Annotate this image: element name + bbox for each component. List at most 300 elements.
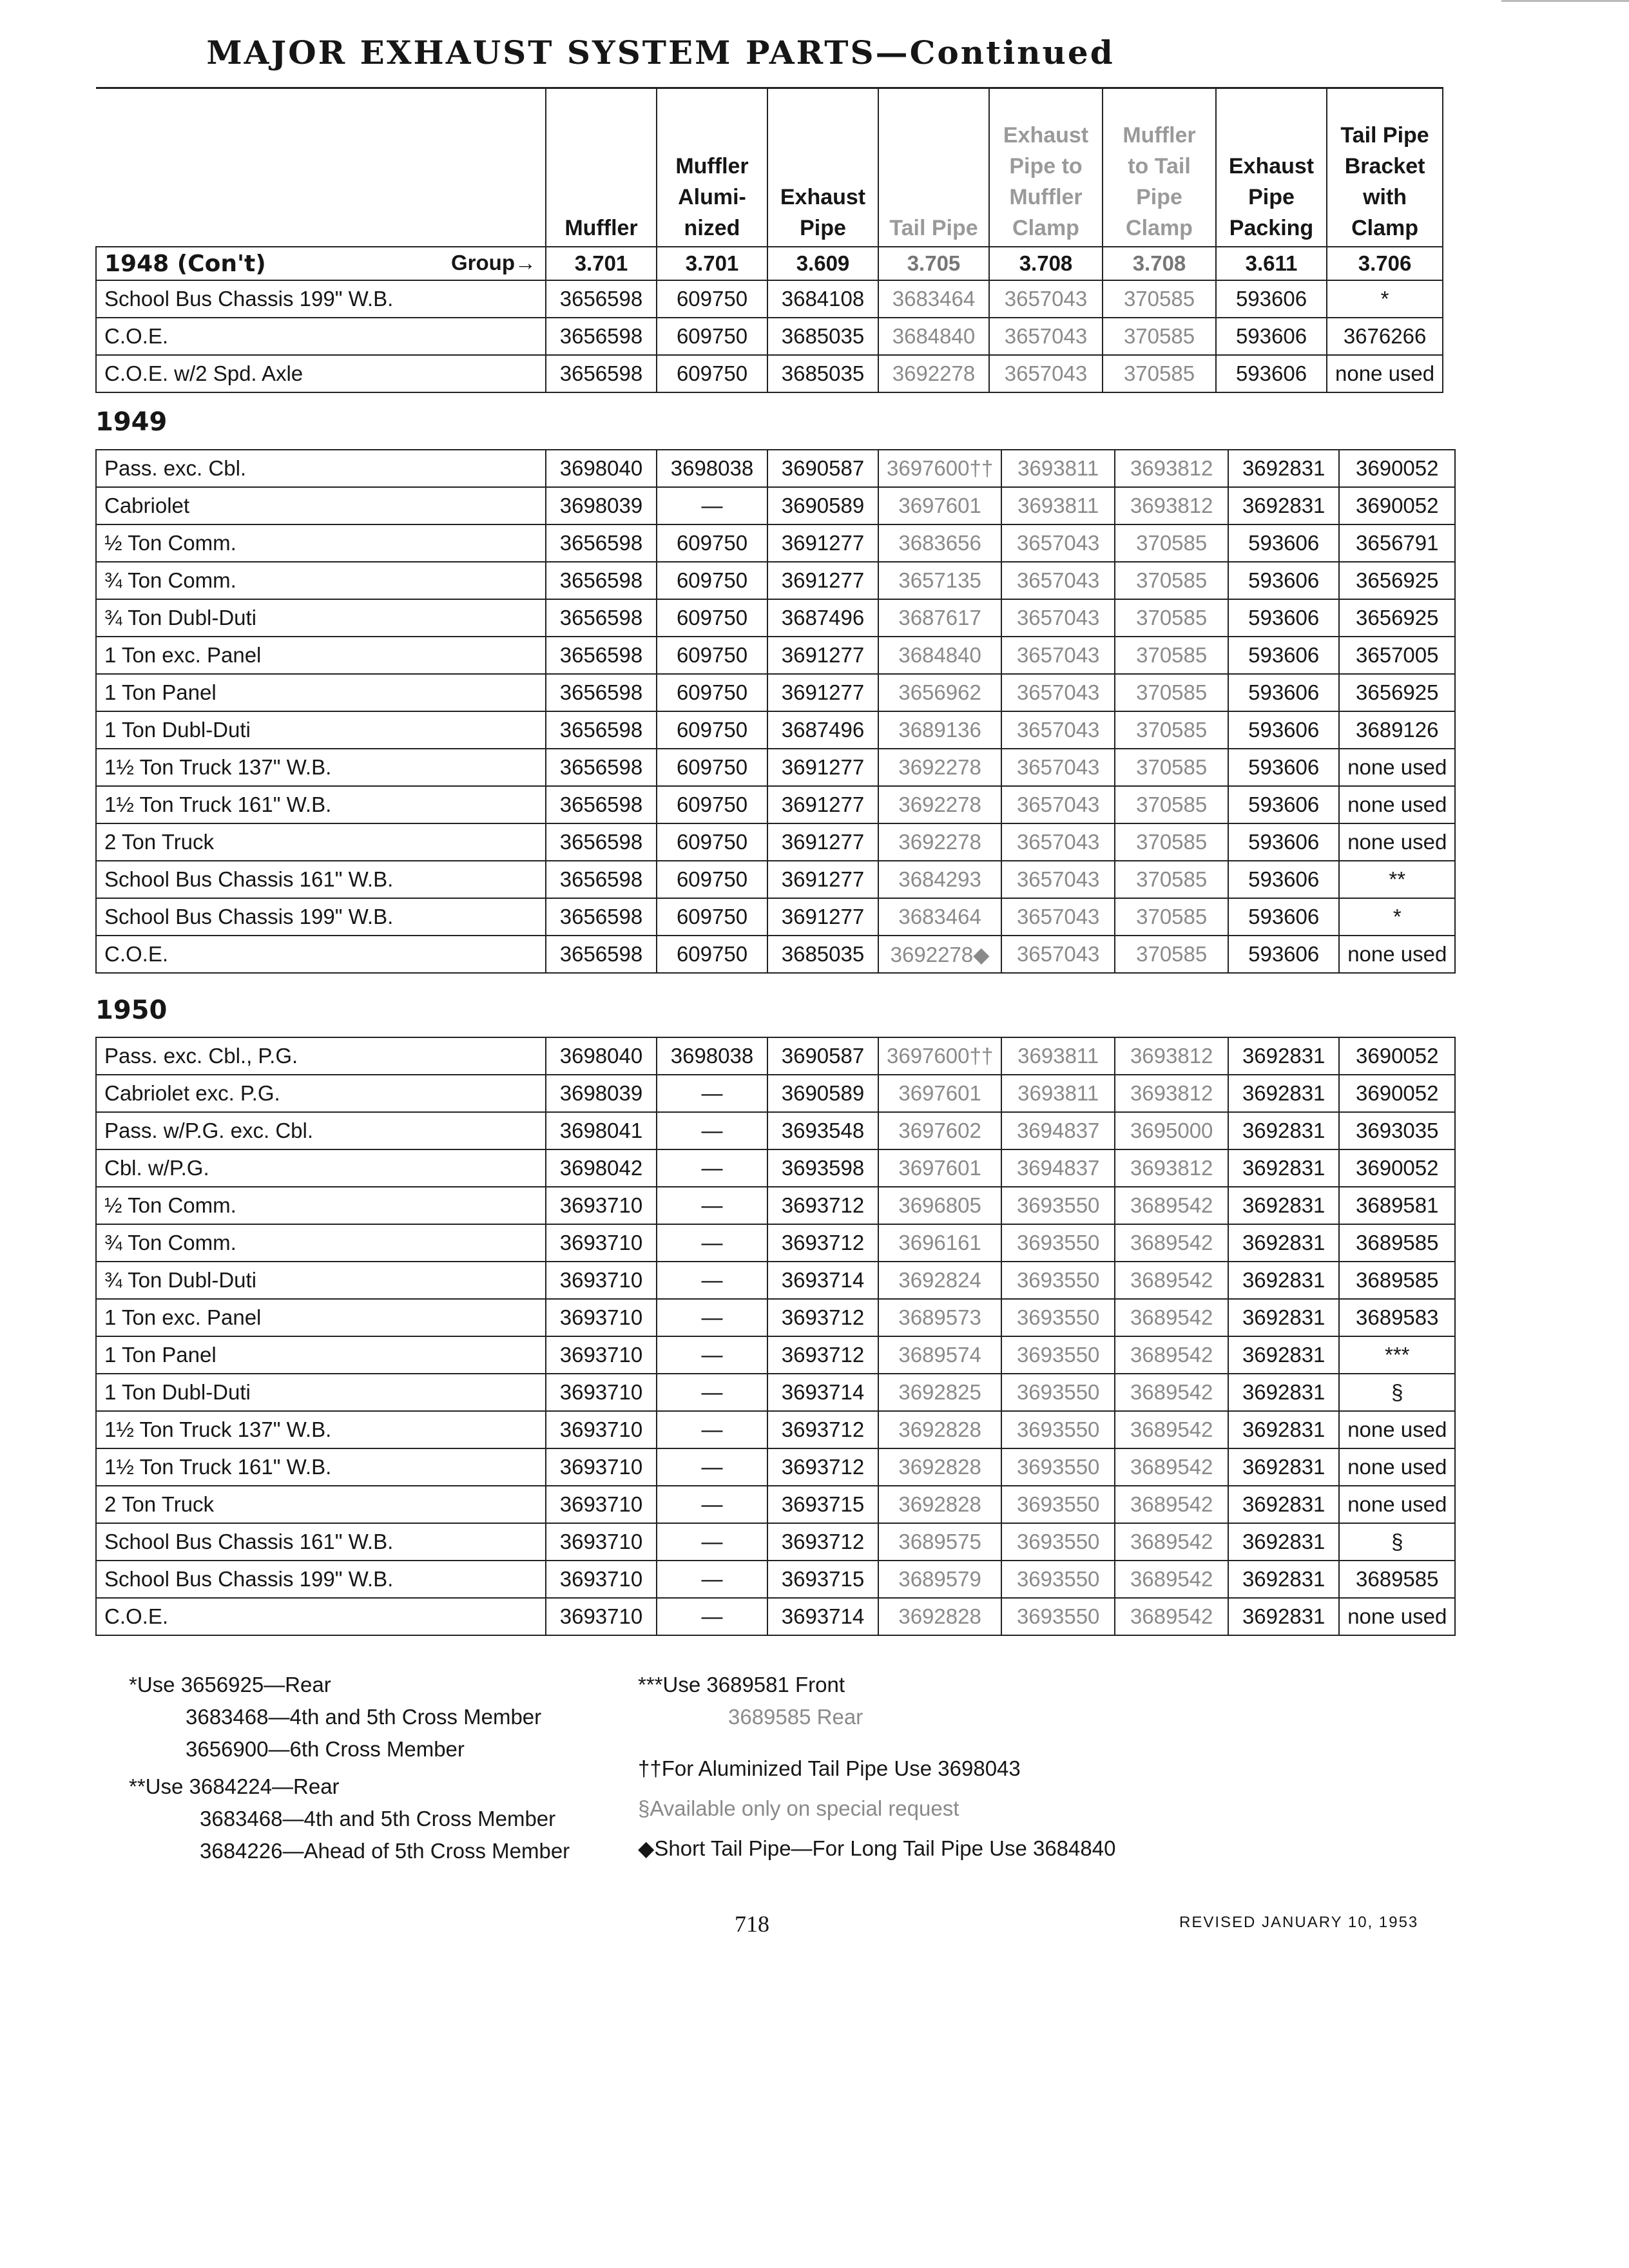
part-number-cell: 3692831 bbox=[1228, 1486, 1339, 1523]
part-number-cell: 3692278 bbox=[878, 355, 989, 392]
part-number-cell: 609750 bbox=[657, 355, 767, 392]
part-number-cell: 3656925 bbox=[1339, 674, 1455, 711]
part-number-cell: 3698040 bbox=[546, 450, 657, 487]
part-number-cell: 3692831 bbox=[1228, 1411, 1339, 1448]
model-cell: 1 Ton Dubl-Duti bbox=[96, 711, 546, 749]
part-number-cell: 3689542 bbox=[1115, 1561, 1228, 1598]
col-header-muffler-aluminized: Muffler Alumi- nized bbox=[657, 88, 767, 247]
part-number-cell: 3693812 bbox=[1115, 1149, 1228, 1187]
part-number-cell: 3693710 bbox=[546, 1523, 657, 1561]
part-number-cell: 3685035 bbox=[767, 318, 878, 355]
part-number-cell: 3693714 bbox=[767, 1262, 878, 1299]
part-number-cell: 3657043 bbox=[1001, 637, 1115, 674]
part-number-cell: 3689136 bbox=[878, 711, 1001, 749]
model-cell: ¾ Ton Dubl-Duti bbox=[96, 599, 546, 637]
part-number-cell: 3657043 bbox=[1001, 936, 1115, 973]
table-row bbox=[96, 487, 1455, 524]
group-code: 3.708 bbox=[989, 247, 1103, 280]
model-cell: 2 Ton Truck bbox=[96, 823, 546, 861]
part-number-cell: 3693710 bbox=[546, 1598, 657, 1635]
part-number-cell: 3689574 bbox=[878, 1336, 1001, 1374]
part-number-cell: § bbox=[1339, 1374, 1455, 1411]
part-number-cell: 370585 bbox=[1103, 355, 1216, 392]
part-number-cell: 3693550 bbox=[1001, 1598, 1115, 1635]
col-header-exhaust-pipe-packing: Exhaust Pipe Packing bbox=[1216, 88, 1327, 247]
part-number-cell: none used bbox=[1339, 1598, 1455, 1635]
model-cell: 1 Ton Dubl-Duti bbox=[96, 1374, 546, 1411]
part-number-cell: 3656598 bbox=[546, 749, 657, 786]
part-number-cell: — bbox=[657, 1448, 767, 1486]
model-cell: 2 Ton Truck bbox=[96, 1486, 546, 1523]
part-number-cell: 3697600†† bbox=[878, 450, 1001, 487]
part-number-cell: 3693712 bbox=[767, 1411, 878, 1448]
part-number-cell: 3656598 bbox=[546, 786, 657, 823]
part-number-cell: 3657043 bbox=[989, 318, 1103, 355]
table-row bbox=[96, 898, 1455, 936]
part-number-cell: none used bbox=[1339, 936, 1455, 973]
part-number-cell: 3693714 bbox=[767, 1598, 878, 1635]
part-number-cell: 3693812 bbox=[1115, 1037, 1228, 1075]
table-row bbox=[96, 1411, 1455, 1448]
table-row bbox=[96, 1187, 1455, 1224]
part-number-cell: 3693550 bbox=[1001, 1561, 1115, 1598]
part-number-cell: — bbox=[657, 1187, 767, 1224]
part-number-cell: 3693710 bbox=[546, 1448, 657, 1486]
part-number-cell: — bbox=[657, 1336, 767, 1374]
part-number-cell: 3698041 bbox=[546, 1112, 657, 1149]
part-number-cell: 3689581 bbox=[1339, 1187, 1455, 1224]
part-number-cell: 3656598 bbox=[546, 280, 657, 318]
part-number-cell: 3692831 bbox=[1228, 1262, 1339, 1299]
part-number-cell: 3692824 bbox=[878, 1262, 1001, 1299]
part-number-cell: 3689542 bbox=[1115, 1336, 1228, 1374]
part-number-cell: 3657043 bbox=[1001, 524, 1115, 562]
part-number-cell: 3687496 bbox=[767, 711, 878, 749]
part-number-cell: 3697601 bbox=[878, 487, 1001, 524]
part-number-cell: 3690052 bbox=[1339, 1037, 1455, 1075]
part-number-cell: — bbox=[657, 1075, 767, 1112]
part-number-cell: 609750 bbox=[657, 599, 767, 637]
group-code: 3.708 bbox=[1103, 247, 1216, 280]
part-number-cell: 593606 bbox=[1228, 524, 1339, 562]
part-number-cell: 3693550 bbox=[1001, 1187, 1115, 1224]
part-number-cell: 593606 bbox=[1228, 786, 1339, 823]
part-number-cell: 3692831 bbox=[1228, 450, 1339, 487]
footnote: *Use 3656925—Rear bbox=[129, 1673, 331, 1696]
part-number-cell: 3657043 bbox=[1001, 749, 1115, 786]
group-code: 3.701 bbox=[546, 247, 657, 280]
part-number-cell: 3656598 bbox=[546, 599, 657, 637]
footnote: 3689585 Rear bbox=[728, 1705, 863, 1729]
footnote: ***Use 3689581 Front bbox=[638, 1673, 845, 1696]
part-number-cell: 370585 bbox=[1115, 823, 1228, 861]
part-number-cell: — bbox=[657, 1224, 767, 1262]
part-number-cell: 3692278 bbox=[878, 823, 1001, 861]
model-cell: School Bus Chassis 199" W.B. bbox=[96, 898, 546, 936]
part-number-cell: 3684108 bbox=[767, 280, 878, 318]
table-row bbox=[96, 786, 1455, 823]
part-number-cell: 3697600†† bbox=[878, 1037, 1001, 1075]
group-code: 3.611 bbox=[1216, 247, 1327, 280]
part-number-cell: 3657043 bbox=[1001, 823, 1115, 861]
part-number-cell: 3693710 bbox=[546, 1374, 657, 1411]
part-number-cell: 370585 bbox=[1115, 599, 1228, 637]
table-row bbox=[96, 1112, 1455, 1149]
model-cell: School Bus Chassis 161" W.B. bbox=[96, 861, 546, 898]
part-number-cell: 3656598 bbox=[546, 524, 657, 562]
part-number-cell: 3656598 bbox=[546, 318, 657, 355]
part-number-cell: none used bbox=[1339, 823, 1455, 861]
part-number-cell: 593606 bbox=[1228, 711, 1339, 749]
part-number-cell: 3684840 bbox=[878, 318, 989, 355]
part-number-cell: 3693550 bbox=[1001, 1486, 1115, 1523]
footnote: 3656900—6th Cross Member bbox=[186, 1737, 465, 1761]
part-number-cell: 609750 bbox=[657, 749, 767, 786]
part-number-cell: 3694837 bbox=[1001, 1112, 1115, 1149]
revision-date: REVISED JANUARY 10, 1953 bbox=[1179, 1914, 1419, 1931]
part-number-cell: § bbox=[1339, 1523, 1455, 1561]
part-number-cell: 3693712 bbox=[767, 1448, 878, 1486]
part-number-cell: 3657135 bbox=[878, 562, 1001, 599]
part-number-cell: 3692828 bbox=[878, 1486, 1001, 1523]
part-number-cell: 3693715 bbox=[767, 1486, 878, 1523]
model-cell: Pass. exc. Cbl., P.G. bbox=[96, 1037, 546, 1075]
model-cell: C.O.E. bbox=[96, 1598, 546, 1635]
part-number-cell: 3687617 bbox=[878, 599, 1001, 637]
part-number-cell: 3656598 bbox=[546, 861, 657, 898]
part-number-cell: 3691277 bbox=[767, 749, 878, 786]
part-number-cell: 3690589 bbox=[767, 487, 878, 524]
part-number-cell: 593606 bbox=[1216, 280, 1327, 318]
part-number-cell: 3697601 bbox=[878, 1149, 1001, 1187]
part-number-cell: 3656598 bbox=[546, 823, 657, 861]
part-number-cell: 3696161 bbox=[878, 1224, 1001, 1262]
model-cell: 1½ Ton Truck 137" W.B. bbox=[96, 749, 546, 786]
part-number-cell: 3691277 bbox=[767, 637, 878, 674]
part-number-cell: 3693712 bbox=[767, 1187, 878, 1224]
group-code: 3.609 bbox=[767, 247, 878, 280]
part-number-cell: 3691277 bbox=[767, 674, 878, 711]
part-number-cell: 609750 bbox=[657, 861, 767, 898]
footnote: 3683468—4th and 5th Cross Member bbox=[200, 1807, 556, 1831]
table-row bbox=[96, 1486, 1455, 1523]
model-cell: Cabriolet bbox=[96, 487, 546, 524]
part-number-cell: 3690052 bbox=[1339, 487, 1455, 524]
footnote: §Available only on special request bbox=[638, 1796, 959, 1820]
table-row bbox=[96, 861, 1455, 898]
top-edge-rule bbox=[1501, 0, 1629, 2]
model-cell: 1 Ton Panel bbox=[96, 674, 546, 711]
part-number-cell: 3656925 bbox=[1339, 599, 1455, 637]
part-number-cell: 3656598 bbox=[546, 355, 657, 392]
part-number-cell: 3657043 bbox=[1001, 562, 1115, 599]
part-number-cell: 3692831 bbox=[1228, 1336, 1339, 1374]
col-header-muffler-to-tail-pipe-clamp: Muffler to Tail Pipe Clamp bbox=[1103, 88, 1216, 247]
part-number-cell: 593606 bbox=[1216, 318, 1327, 355]
part-number-cell: 3693811 bbox=[1001, 450, 1115, 487]
part-number-cell: — bbox=[657, 1112, 767, 1149]
part-number-cell: 370585 bbox=[1115, 562, 1228, 599]
part-number-cell: 370585 bbox=[1115, 861, 1228, 898]
part-number-cell: 3693715 bbox=[767, 1561, 878, 1598]
table-row bbox=[96, 823, 1455, 861]
part-number-cell: 3693811 bbox=[1001, 1037, 1115, 1075]
part-number-cell: 3683656 bbox=[878, 524, 1001, 562]
model-cell: ¾ Ton Dubl-Duti bbox=[96, 1262, 546, 1299]
part-number-cell: 3693710 bbox=[546, 1486, 657, 1523]
part-number-cell: none used bbox=[1339, 786, 1455, 823]
part-number-cell: 3689126 bbox=[1339, 711, 1455, 749]
part-number-cell: *** bbox=[1339, 1336, 1455, 1374]
part-number-cell: 3691277 bbox=[767, 786, 878, 823]
part-number-cell: 3657043 bbox=[1001, 711, 1115, 749]
model-cell: C.O.E. bbox=[96, 318, 546, 355]
part-number-cell: 3656791 bbox=[1339, 524, 1455, 562]
part-number-cell: 3693598 bbox=[767, 1149, 878, 1187]
part-number-cell: 370585 bbox=[1103, 318, 1216, 355]
table-row bbox=[96, 355, 1443, 392]
part-number-cell: 593606 bbox=[1228, 599, 1339, 637]
part-number-cell: 609750 bbox=[657, 936, 767, 973]
part-number-cell: 609750 bbox=[657, 823, 767, 861]
part-number-cell: 370585 bbox=[1115, 749, 1228, 786]
part-number-cell: 3692831 bbox=[1228, 1149, 1339, 1187]
part-number-cell: 593606 bbox=[1228, 749, 1339, 786]
table-row bbox=[96, 674, 1455, 711]
part-number-cell: 3693710 bbox=[546, 1262, 657, 1299]
part-number-cell: 3692831 bbox=[1228, 1075, 1339, 1112]
table-row bbox=[96, 749, 1455, 786]
part-number-cell: 609750 bbox=[657, 711, 767, 749]
model-cell: ½ Ton Comm. bbox=[96, 1187, 546, 1224]
part-number-cell: 3692825 bbox=[878, 1374, 1001, 1411]
part-number-cell: 3692831 bbox=[1228, 1187, 1339, 1224]
part-number-cell: 3656598 bbox=[546, 562, 657, 599]
footnote: **Use 3684224—Rear bbox=[129, 1774, 340, 1798]
part-number-cell: 3692831 bbox=[1228, 1523, 1339, 1561]
model-cell: School Bus Chassis 161" W.B. bbox=[96, 1523, 546, 1561]
col-header-exhaust-pipe: Exhaust Pipe bbox=[767, 88, 878, 247]
part-number-cell: ** bbox=[1339, 861, 1455, 898]
model-cell: 1½ Ton Truck 161" W.B. bbox=[96, 786, 546, 823]
model-cell: C.O.E. bbox=[96, 936, 546, 973]
table-row bbox=[96, 1336, 1455, 1374]
footnote: ††For Aluminized Tail Pipe Use 3698043 bbox=[638, 1756, 1021, 1780]
group-code: 3.701 bbox=[657, 247, 767, 280]
model-cell: Cbl. w/P.G. bbox=[96, 1149, 546, 1187]
part-number-cell: 3693812 bbox=[1115, 450, 1228, 487]
part-number-cell: 3694837 bbox=[1001, 1149, 1115, 1187]
part-number-cell: 3693550 bbox=[1001, 1224, 1115, 1262]
part-number-cell: 3691277 bbox=[767, 562, 878, 599]
group-label: Group→ bbox=[451, 250, 536, 274]
part-number-cell: 3693550 bbox=[1001, 1262, 1115, 1299]
part-number-cell: — bbox=[657, 1149, 767, 1187]
table-row bbox=[96, 1598, 1455, 1635]
part-number-cell: — bbox=[657, 1523, 767, 1561]
part-number-cell: 3691277 bbox=[767, 823, 878, 861]
part-number-cell: 3693710 bbox=[546, 1187, 657, 1224]
part-number-cell: 593606 bbox=[1228, 637, 1339, 674]
model-cell: School Bus Chassis 199" W.B. bbox=[96, 1561, 546, 1598]
part-number-cell: 609750 bbox=[657, 637, 767, 674]
col-header-muffler: Muffler bbox=[546, 88, 657, 247]
table-row bbox=[96, 599, 1455, 637]
parts-table-1950 bbox=[95, 1037, 1456, 1636]
part-number-cell: 3693811 bbox=[1001, 487, 1115, 524]
footnote: 3683468—4th and 5th Cross Member bbox=[186, 1705, 542, 1729]
footnotes-left bbox=[129, 1669, 570, 1867]
group-row-label bbox=[96, 247, 546, 280]
part-number-cell: 3693550 bbox=[1001, 1411, 1115, 1448]
part-number-cell: 3693812 bbox=[1115, 1075, 1228, 1112]
part-number-cell: none used bbox=[1339, 1486, 1455, 1523]
part-number-cell: 3693550 bbox=[1001, 1523, 1115, 1561]
group-code: 3.705 bbox=[878, 247, 989, 280]
model-cell: Pass. exc. Cbl. bbox=[96, 450, 546, 487]
part-number-cell: 3684293 bbox=[878, 861, 1001, 898]
part-number-cell: 3656598 bbox=[546, 898, 657, 936]
part-number-cell: 370585 bbox=[1115, 786, 1228, 823]
table-row bbox=[96, 318, 1443, 355]
part-number-cell: 3692831 bbox=[1228, 1598, 1339, 1635]
part-number-cell: 3656962 bbox=[878, 674, 1001, 711]
part-number-cell: 3657043 bbox=[1001, 599, 1115, 637]
part-number-cell: 3692278 bbox=[878, 749, 1001, 786]
model-cell: Cabriolet exc. P.G. bbox=[96, 1075, 546, 1112]
part-number-cell: 3693035 bbox=[1339, 1112, 1455, 1149]
part-number-cell: 3691277 bbox=[767, 898, 878, 936]
model-cell: 1 Ton Panel bbox=[96, 1336, 546, 1374]
part-number-cell: 609750 bbox=[657, 280, 767, 318]
part-number-cell: 3689585 bbox=[1339, 1561, 1455, 1598]
part-number-cell: 609750 bbox=[657, 898, 767, 936]
part-number-cell: 3656598 bbox=[546, 711, 657, 749]
table-row bbox=[96, 562, 1455, 599]
model-cell: 1 Ton exc. Panel bbox=[96, 1299, 546, 1336]
part-number-cell: 3693712 bbox=[767, 1224, 878, 1262]
footnote: 3684226—Ahead of 5th Cross Member bbox=[200, 1839, 570, 1863]
model-cell: 1 Ton exc. Panel bbox=[96, 637, 546, 674]
part-number-cell: 3689542 bbox=[1115, 1523, 1228, 1561]
model-cell: School Bus Chassis 199" W.B. bbox=[96, 280, 546, 318]
part-number-cell: 593606 bbox=[1216, 355, 1327, 392]
part-number-cell: 3689579 bbox=[878, 1561, 1001, 1598]
part-number-cell: 3656598 bbox=[546, 674, 657, 711]
part-number-cell: 3685035 bbox=[767, 936, 878, 973]
part-number-cell: 3693811 bbox=[1001, 1075, 1115, 1112]
part-number-cell: 3693710 bbox=[546, 1561, 657, 1598]
part-number-cell: 3690589 bbox=[767, 1075, 878, 1112]
table-row bbox=[96, 1037, 1455, 1075]
part-number-cell: 609750 bbox=[657, 318, 767, 355]
header-spacer bbox=[96, 88, 546, 247]
part-number-cell: 609750 bbox=[657, 562, 767, 599]
part-number-cell: 3656925 bbox=[1339, 562, 1455, 599]
part-number-cell: 3692828 bbox=[878, 1598, 1001, 1635]
table-row bbox=[96, 1224, 1455, 1262]
col-header-tail-pipe: Tail Pipe bbox=[878, 88, 989, 247]
part-number-cell: 3656598 bbox=[546, 637, 657, 674]
part-number-cell: 3685035 bbox=[767, 355, 878, 392]
part-number-cell: — bbox=[657, 1262, 767, 1299]
table-row bbox=[96, 1448, 1455, 1486]
part-number-cell: 370585 bbox=[1115, 898, 1228, 936]
part-number-cell: 3693710 bbox=[546, 1299, 657, 1336]
part-number-cell: 3698040 bbox=[546, 1037, 657, 1075]
part-number-cell: 3693710 bbox=[546, 1224, 657, 1262]
part-number-cell: 3657043 bbox=[1001, 674, 1115, 711]
table-row bbox=[96, 1523, 1455, 1561]
table-row bbox=[96, 1374, 1455, 1411]
part-number-cell: 3657043 bbox=[1001, 861, 1115, 898]
group-code: 3.706 bbox=[1327, 247, 1443, 280]
part-number-cell: 593606 bbox=[1228, 861, 1339, 898]
part-number-cell: 3689542 bbox=[1115, 1448, 1228, 1486]
part-number-cell: 3693712 bbox=[767, 1523, 878, 1561]
table-row bbox=[96, 524, 1455, 562]
part-number-cell: 3696805 bbox=[878, 1187, 1001, 1224]
part-number-cell: — bbox=[657, 1299, 767, 1336]
part-number-cell: none used bbox=[1339, 1448, 1455, 1486]
part-number-cell: — bbox=[657, 1374, 767, 1411]
table-row bbox=[96, 637, 1455, 674]
model-cell: C.O.E. w/2 Spd. Axle bbox=[96, 355, 546, 392]
part-number-cell: 370585 bbox=[1115, 524, 1228, 562]
part-number-cell: 593606 bbox=[1228, 674, 1339, 711]
part-number-cell: 3692831 bbox=[1228, 1299, 1339, 1336]
part-number-cell: 3698038 bbox=[657, 1037, 767, 1075]
page-title: MAJOR EXHAUST SYSTEM PARTS—Continued bbox=[206, 34, 1115, 72]
part-number-cell: 3692828 bbox=[878, 1411, 1001, 1448]
part-number-cell: 3684840 bbox=[878, 637, 1001, 674]
part-number-cell: 370585 bbox=[1115, 637, 1228, 674]
part-number-cell: 3689542 bbox=[1115, 1598, 1228, 1635]
part-number-cell: 3692828 bbox=[878, 1448, 1001, 1486]
part-number-cell: 3689542 bbox=[1115, 1299, 1228, 1336]
model-cell: ¾ Ton Comm. bbox=[96, 562, 546, 599]
part-number-cell: 3692278◆ bbox=[878, 936, 1001, 973]
part-number-cell: 3693548 bbox=[767, 1112, 878, 1149]
part-number-cell: 3698038 bbox=[657, 450, 767, 487]
part-number-cell: 3695000 bbox=[1115, 1112, 1228, 1149]
part-number-cell: 609750 bbox=[657, 524, 767, 562]
part-number-cell: 370585 bbox=[1115, 711, 1228, 749]
part-number-cell: 3690052 bbox=[1339, 450, 1455, 487]
part-number-cell: 3657043 bbox=[1001, 786, 1115, 823]
part-number-cell: — bbox=[657, 1598, 767, 1635]
part-number-cell: — bbox=[657, 1486, 767, 1523]
table-row bbox=[96, 1149, 1455, 1187]
table-row bbox=[96, 450, 1455, 487]
part-number-cell: 593606 bbox=[1228, 562, 1339, 599]
part-number-cell: 3689542 bbox=[1115, 1224, 1228, 1262]
part-number-cell: 593606 bbox=[1228, 898, 1339, 936]
part-number-cell: 3657043 bbox=[989, 355, 1103, 392]
column-header-row bbox=[96, 88, 1443, 247]
parts-table-1948 bbox=[95, 87, 1443, 393]
part-number-cell: 3692831 bbox=[1228, 1374, 1339, 1411]
year-heading-1948: 1948 (Con't) bbox=[104, 250, 266, 277]
part-number-cell: 3690587 bbox=[767, 450, 878, 487]
part-number-cell: 3693712 bbox=[767, 1299, 878, 1336]
model-cell: 1½ Ton Truck 137" W.B. bbox=[96, 1411, 546, 1448]
part-number-cell: 593606 bbox=[1228, 936, 1339, 973]
part-number-cell: 3692831 bbox=[1228, 487, 1339, 524]
part-number-cell: 3693710 bbox=[546, 1411, 657, 1448]
col-header-tail-pipe-bracket: Tail Pipe Bracket with Clamp bbox=[1327, 88, 1443, 247]
part-number-cell: 3689542 bbox=[1115, 1486, 1228, 1523]
